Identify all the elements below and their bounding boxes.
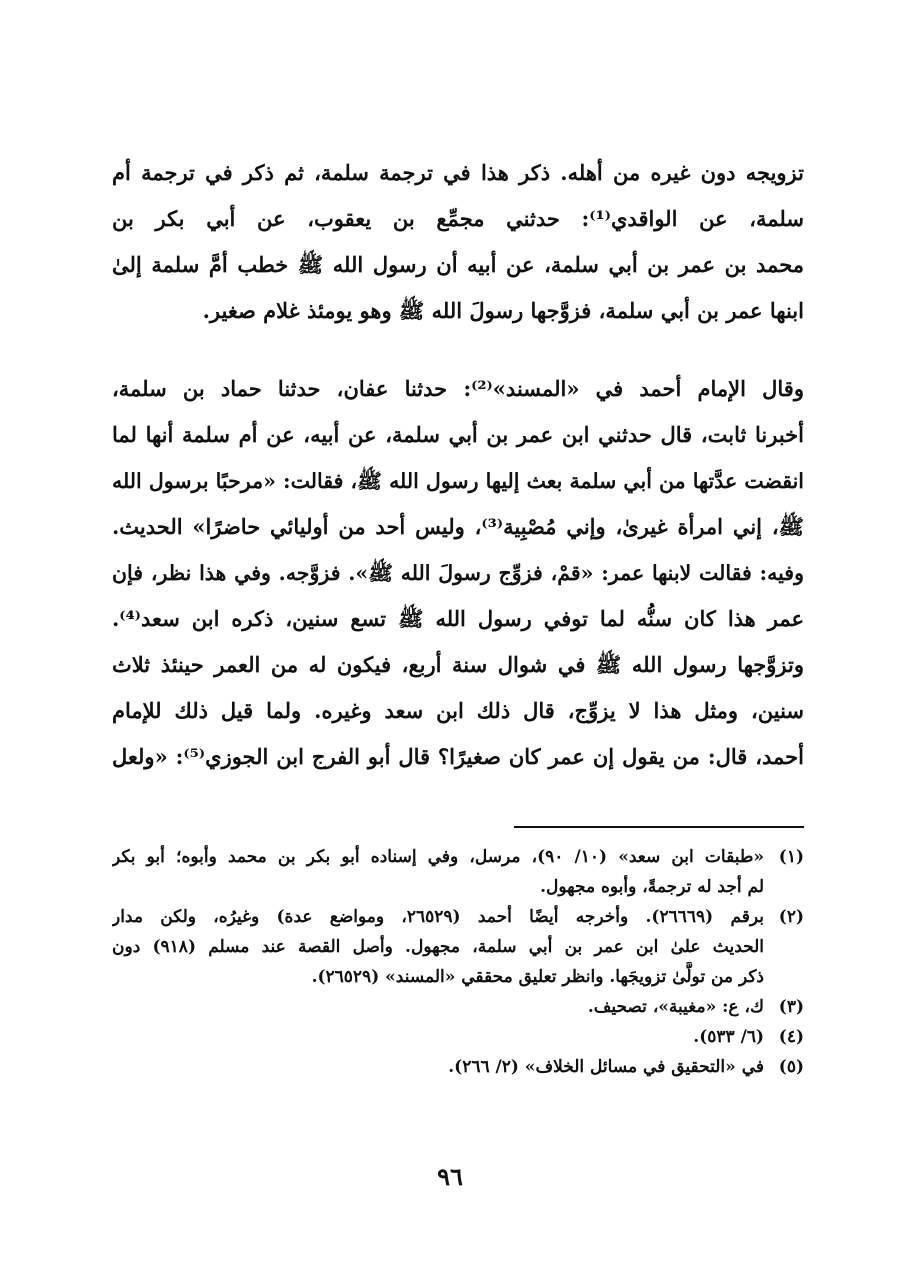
text-line: ابنها عمر بن أبي سلمة، فزوَّجها رسولَ الله ﷺ وهو يومئذ غلام صغير. [202, 298, 804, 323]
footnote-line: ك، ع: «مغيبة»، تصحيف. [587, 997, 764, 1017]
footnote-line: الحديث علىٰ ابن عمر بن أبي سلمة، مجهول. وأصل القصة عند مسلم (٩١٨) دون [112, 937, 764, 957]
text-line: سنين، ومثل هذا لا يزوِّج، قال ذلك ابن سعد وغيره. ولما قيل ذلك للإمام [112, 698, 804, 723]
text-line: أخبرنا ثابت، قال حدثني ابن عمر بن أبي سلمة، عن أبيه، عن أم سلمة أنها لما [112, 422, 804, 447]
footnote [112, 902, 804, 992]
text-line: وتزوَّجها رسول الله ﷺ في شوال سنة أربع، فيكون له من العمر حينئذ ثلاث [112, 652, 804, 677]
footnote-number: (١) [778, 847, 804, 867]
footnote [112, 992, 804, 1022]
footnote-line: لم أجد له ترجمةً، وأبوه مجهول. [540, 877, 764, 897]
footnote-number: (٥) [778, 1057, 804, 1077]
footnote-number: (٣) [778, 997, 804, 1017]
text-line: أحمد، قال: من يقول إن عمر كان صغيرًا؟ قال أبو الفرج ابن الجوزي⁽⁵⁾: «ولعل [112, 744, 804, 769]
footnote-line: «طبقات ابن سعد» (١٠/ ٩٠)، مرسل، وفي إسناده أبو بكر بن محمد وأبوه؛ أبو بكر [112, 847, 764, 867]
main-text [112, 150, 804, 780]
text-line: ﷺ، إني امرأة غيرىٰ، وإني مُصْبِية⁽³⁾، وليس أحد من أوليائي حاضرًا» الحديث. [112, 514, 804, 539]
text-line: انقضت عدَّتها من أبي سلمة بعث إليها رسول الله ﷺ، فقالت: «مرحبًا برسول الله [112, 469, 804, 493]
text-line: وفيه: فقالت لابنها عمر: «قمْ، فزوِّج رسولَ الله ﷺ». فزوَّجه. وفي هذا نظر، فإن [112, 561, 804, 585]
footnote-number: (٢) [778, 907, 804, 927]
text-line: عمر هذا كان سنُّه لما توفي رسول الله ﷺ تسع سنين، ذكره ابن سعد⁽⁴⁾. [112, 606, 804, 631]
footnote [112, 1022, 804, 1052]
footnote-line: في «التحقيق في مسائل الخلاف» (٢/ ٢٦٦). [448, 1057, 764, 1077]
footnote-line: ذكر من تولَّىٰ تزويجَها. وانظر تعليق محققي «المسند» (٢٦٥٢٩). [311, 967, 764, 987]
footnote-separator [514, 826, 804, 828]
footnote-number: (٤) [778, 1027, 804, 1047]
text-line: تزويجه دون غيره من أهله. ذكر هذا في ترجمة سلمة، ثم ذكر في ترجمة أم [112, 160, 804, 185]
footnote [112, 842, 804, 902]
footnote-line: برقم (٢٦٦٦٩). وأخرجه أيضًا أحمد (٢٦٥٢٩، ومواضع عدة) وغيرُه، ولكن مدار [112, 907, 764, 927]
footnote [112, 1052, 804, 1082]
footnotes [112, 842, 804, 1082]
footnote-line: (٦/ ٥٣٣). [693, 1027, 764, 1047]
text-line: محمد بن عمر بن أبي سلمة، عن أبيه أن رسول الله ﷺ خطب أمَّ سلمة إلىٰ [112, 252, 804, 277]
text-line: سلمة، عن الواقدي⁽¹⁾: حدثني مجمِّع بن يعقوب، عن أبي بكر بن [112, 206, 804, 231]
paragraph-gap [112, 334, 804, 366]
page-number: ٩٦ [437, 1162, 463, 1191]
text-line: وقال الإمام أحمد في «المسند»⁽²⁾: حدثنا عفان، حدثنا حماد بن سلمة، [112, 376, 804, 401]
